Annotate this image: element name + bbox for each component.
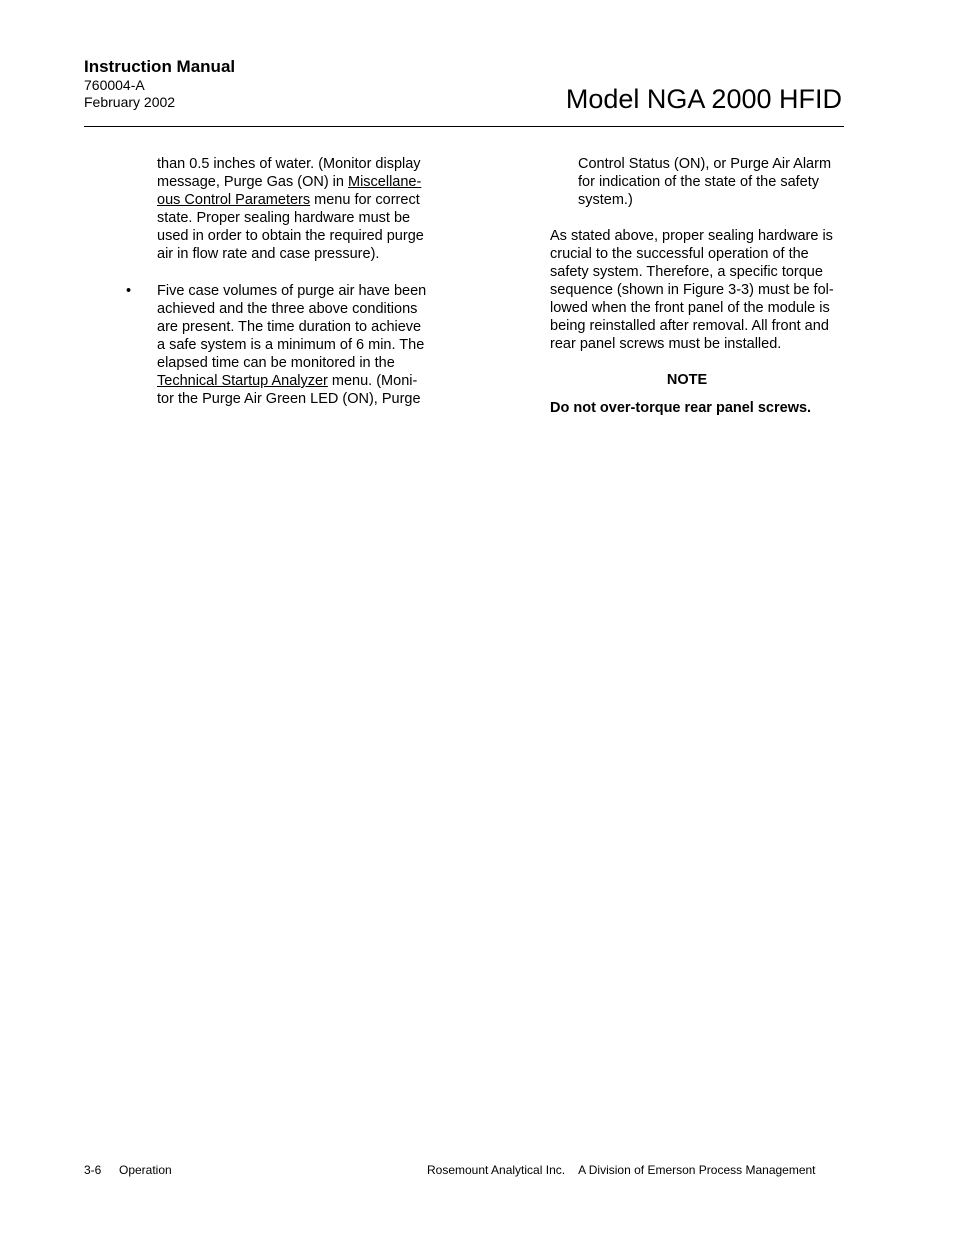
text-line: safety system. Therefore, a specific torque (550, 264, 823, 280)
text-line: a safe system is a minimum of 6 min. The (157, 337, 425, 353)
text-line: system.) (578, 192, 633, 208)
text-line: than 0.5 inches of water. (Monitor display (157, 156, 421, 172)
footer-right (427, 1163, 816, 1178)
page-number: 3-6 (84, 1163, 102, 1177)
note-text: Do not over-torque rear panel screws. (550, 400, 812, 416)
text-line (157, 191, 457, 209)
text-line: sequence (shown in Figure 3-3) must be fol- (550, 282, 834, 298)
text-line: being reinstalled after removal. All front and (550, 318, 829, 334)
bullet-text (157, 282, 457, 408)
left-continued-paragraph (157, 155, 457, 263)
note-heading: NOTE (666, 372, 708, 388)
text-line: achieved and the three above conditions (157, 301, 418, 317)
company-division: A Division of Emerson Process Management (578, 1163, 816, 1177)
text-line: state. Proper sealing hardware must be (157, 210, 411, 226)
document-header (84, 56, 384, 111)
sealing-hardware-paragraph (550, 227, 860, 353)
company-name: Rosemount Analytical Inc. (427, 1163, 566, 1177)
section-name: Operation (119, 1163, 172, 1177)
text-line: Control Status (ON), or Purge Air Alarm (578, 156, 832, 172)
right-continued-text (578, 155, 868, 209)
menu-reference-miscellaneous-control-parameters: Miscellane- (348, 174, 422, 190)
text-line: tor the Purge Air Green LED (ON), Purge (157, 391, 421, 407)
header-divider (84, 126, 844, 127)
text-line (157, 372, 457, 390)
bullet-marker: • (126, 283, 132, 299)
menu-reference-miscellaneous-control-parameters-cont: ous Control Parameters (157, 192, 311, 208)
text-line: for indication of the state of the safety (578, 174, 820, 190)
text-line: used in order to obtain the required purge (157, 228, 424, 244)
document-date: February 2002 (84, 94, 176, 110)
footer-left (84, 1163, 172, 1178)
text-run: menu. (Moni- (327, 373, 418, 389)
menu-reference-technical-startup-analyzer: Technical Startup Analyzer (157, 373, 328, 389)
text-line: rear panel screws must be installed. (550, 336, 782, 352)
model-title: Model NGA 2000 HFID (565, 84, 842, 114)
text-line: As stated above, proper sealing hardware is (550, 228, 833, 244)
text-run: message, Purge Gas (ON) in (157, 174, 348, 190)
text-line: lowed when the front panel of the module is (550, 300, 830, 316)
text-line: air in flow rate and case pressure). (157, 246, 380, 262)
text-line: are present. The time duration to achieve (157, 319, 422, 335)
text-run: menu for correct (310, 192, 420, 208)
text-line: Five case volumes of purge air have been (157, 283, 427, 299)
document-number: 760004-A (84, 77, 145, 93)
manual-title: Instruction Manual (84, 57, 236, 76)
text-line: elapsed time can be monitored in the (157, 355, 395, 371)
text-line: crucial to the successful operation of the (550, 246, 809, 262)
text-line (157, 173, 457, 191)
